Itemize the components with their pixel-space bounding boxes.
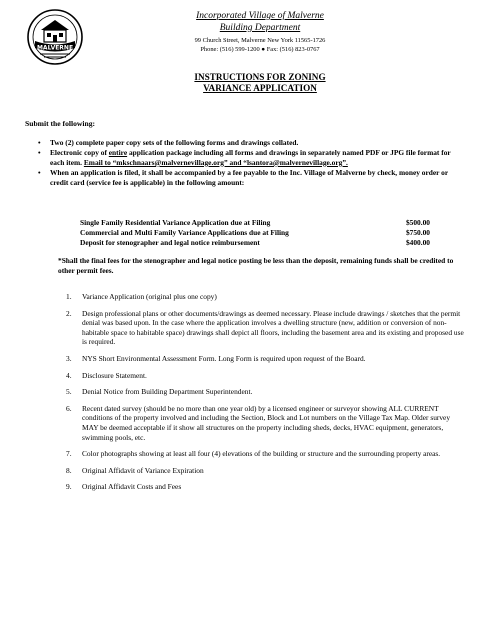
item-number: 1. — [66, 292, 72, 301]
item-text: Design professional plans or other documents/drawings as deemed necessary. Please include drawings / sketches that the permit denial was based upon. In the case where the application involves a dwelling structure (new, addition or conversion of non-habitable space to habitable space) drawings shall depict all floors, including the basement area and its existing and proposed use is required. — [82, 308, 464, 347]
email-instruction: Email to “mkschnaars@malvernevillage.org” and “lsantora@malvernevillage.org”. — [83, 157, 348, 167]
bullet-text: When an application is filed, it shall be accompanied by a fee payable to the Inc. Village of Malverne by check, money order or credit card (service fee is applicable) in the following amount: — [50, 168, 448, 187]
item-text: Variance Application (original plus one copy) — [82, 292, 217, 301]
list-item — [66, 449, 466, 459]
item-number: 3. — [66, 353, 72, 363]
list-item — [66, 371, 466, 381]
bullet-text-mid: application package including all forms and drawings in separately named PDF or JPG file format for each item. — [50, 148, 451, 167]
list-item — [38, 138, 464, 147]
item-text: Original Affidavit Costs and Fees — [82, 482, 182, 492]
item-text: Original Affidavit of Variance Expiration — [82, 465, 204, 475]
item-number: 8. — [66, 465, 72, 475]
item-text: Disclosure Statement. — [82, 370, 147, 380]
fee-amount: $400.00 — [405, 238, 430, 247]
numbered-items — [66, 292, 466, 499]
fee-row — [80, 228, 430, 238]
list-item — [66, 387, 466, 397]
department-name: Building Department — [219, 23, 301, 33]
fee-label: Deposit for stenographer and legal notice reimbursement — [80, 238, 260, 247]
seal-text: MALVERNE — [36, 44, 74, 52]
bullet-icon: • — [38, 138, 41, 147]
list-item — [38, 148, 464, 167]
submit-heading: Submit the following: — [25, 119, 96, 128]
item-text: Color photographs showing at least all four (4) elevations of the building or structure and the surrounding property areas. — [82, 449, 441, 459]
fee-row — [80, 218, 430, 228]
list-item — [66, 292, 466, 302]
bullet-text: Two (2) complete paper copy sets of the following forms and drawings collated. — [50, 138, 299, 147]
fee-label: Commercial and Multi Family Variance Applications due at Filing — [80, 228, 289, 237]
item-number: 6. — [66, 403, 72, 413]
requirements-list — [38, 138, 464, 188]
item-number: 2. — [66, 308, 72, 318]
bullet-icon: • — [38, 168, 41, 178]
item-number: 4. — [66, 370, 72, 380]
bullet-icon: • — [38, 148, 41, 158]
item-text: Recent dated survey (should be no more than one year old) by a licensed engineer or surveyor showing ALL CURRENT conditions of the property involved and including the Section, Block and Lot numbers on the Village Tax Map. Older survey MAY be deemed acceptable if it show all structures on the property including sheds, decks, HVAC equipment, generators, swimming pools, etc. — [82, 403, 451, 442]
list-item — [66, 482, 466, 492]
list-item — [38, 168, 464, 187]
fee-note: *Shall the final fees for the stenographer and legal notice posting be less than the deposit, remaining funds shall be credited to other permit fees. — [58, 256, 454, 275]
fee-amount: $750.00 — [405, 228, 430, 237]
title-line-2: VARIANCE APPLICATION — [203, 83, 317, 93]
document-title — [120, 72, 400, 94]
address: 99 Church Street, Malverne New York 11565-1726 — [194, 37, 326, 44]
fee-amount: $500.00 — [405, 218, 430, 227]
list-item — [66, 404, 466, 442]
bullet-text-underlined: entire — [108, 148, 128, 158]
title-line-1: INSTRUCTIONS FOR ZONING — [194, 72, 326, 82]
item-number: 7. — [66, 449, 72, 459]
item-number: 9. — [66, 482, 72, 492]
phone-fax: Phone: (516) 599-1200 ● Fax: (516) 823-0767 — [200, 46, 320, 53]
item-text: Denial Notice from Building Department Superintendent. — [82, 387, 253, 397]
letterhead — [120, 10, 400, 54]
list-item — [66, 309, 466, 347]
fee-label: Single Family Residential Variance Application due at Filing — [80, 218, 271, 227]
fee-row — [80, 238, 430, 248]
village-seal-icon — [26, 8, 84, 66]
item-text: NYS Short Environmental Assessment Form. Long Form is required upon request of the Board. — [82, 353, 366, 363]
org-name: Incorporated Village of Malverne — [196, 11, 324, 21]
fee-table — [80, 218, 430, 248]
list-item — [66, 466, 466, 476]
bullet-text-pre: Electronic copy of — [50, 148, 109, 158]
list-item — [66, 354, 466, 364]
item-number: 5. — [66, 387, 72, 397]
